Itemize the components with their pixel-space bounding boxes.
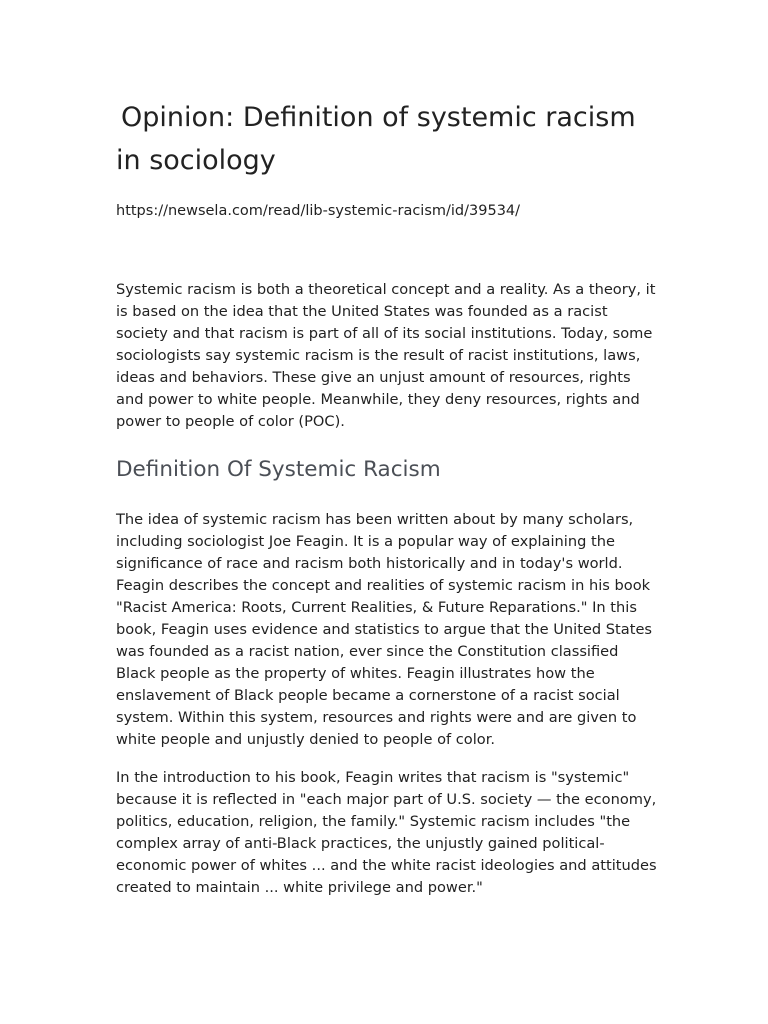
source-url: https://newsela.com/read/lib-systemic-racism/id/39534/ <box>116 203 521 219</box>
page-title: Opinion: Definition of systemic racism in sociology <box>116 102 636 176</box>
intro-paragraph: Systemic racism is both a theoretical concept and a reality. As a theory, it is based on the idea that the United States was founded as a racist society and that racism is part of all of its social institutions. Today, some sociologists say systemic racism is the result of racist institutions, laws, ideas and behaviors. These give an unjust amount of resources, rights and power to white people. Meanwhile, they deny resources, rights and power to people of color (POC). <box>116 281 656 430</box>
section-paragraph-2: In the introduction to his book, Feagin writes that racism is "systemic" because it is reflected in "each major part of U.S. society — the economy, politics, education, religion, the family." Systemic racism includes "the complex array of anti-Black practices, the unjustly gained political-economic power of whites ... and the white racist ideologies and attitudes created to maintain ... white privilege and power." <box>116 769 657 896</box>
section-heading: Definition Of Systemic Racism <box>116 457 441 482</box>
section-paragraph-1: The idea of systemic racism has been written about by many scholars, including sociologist Joe Feagin. It is a popular way of explaining the significance of race and racism both historically and in today's world. Feagin describes the concept and realities of systemic racism in his book "Racist America: Roots, Current Realities, & Future Reparations." In this book, Feagin uses evidence and statistics to argue that the United States was founded as a racist nation, ever since the Constitution classified Black people as the property of whites. Feagin illustrates how the enslavement of Black people became a cornerstone of a racist social system. Within this system, resources and rights were and are given to white people and unjustly denied to people of color. <box>116 511 653 748</box>
